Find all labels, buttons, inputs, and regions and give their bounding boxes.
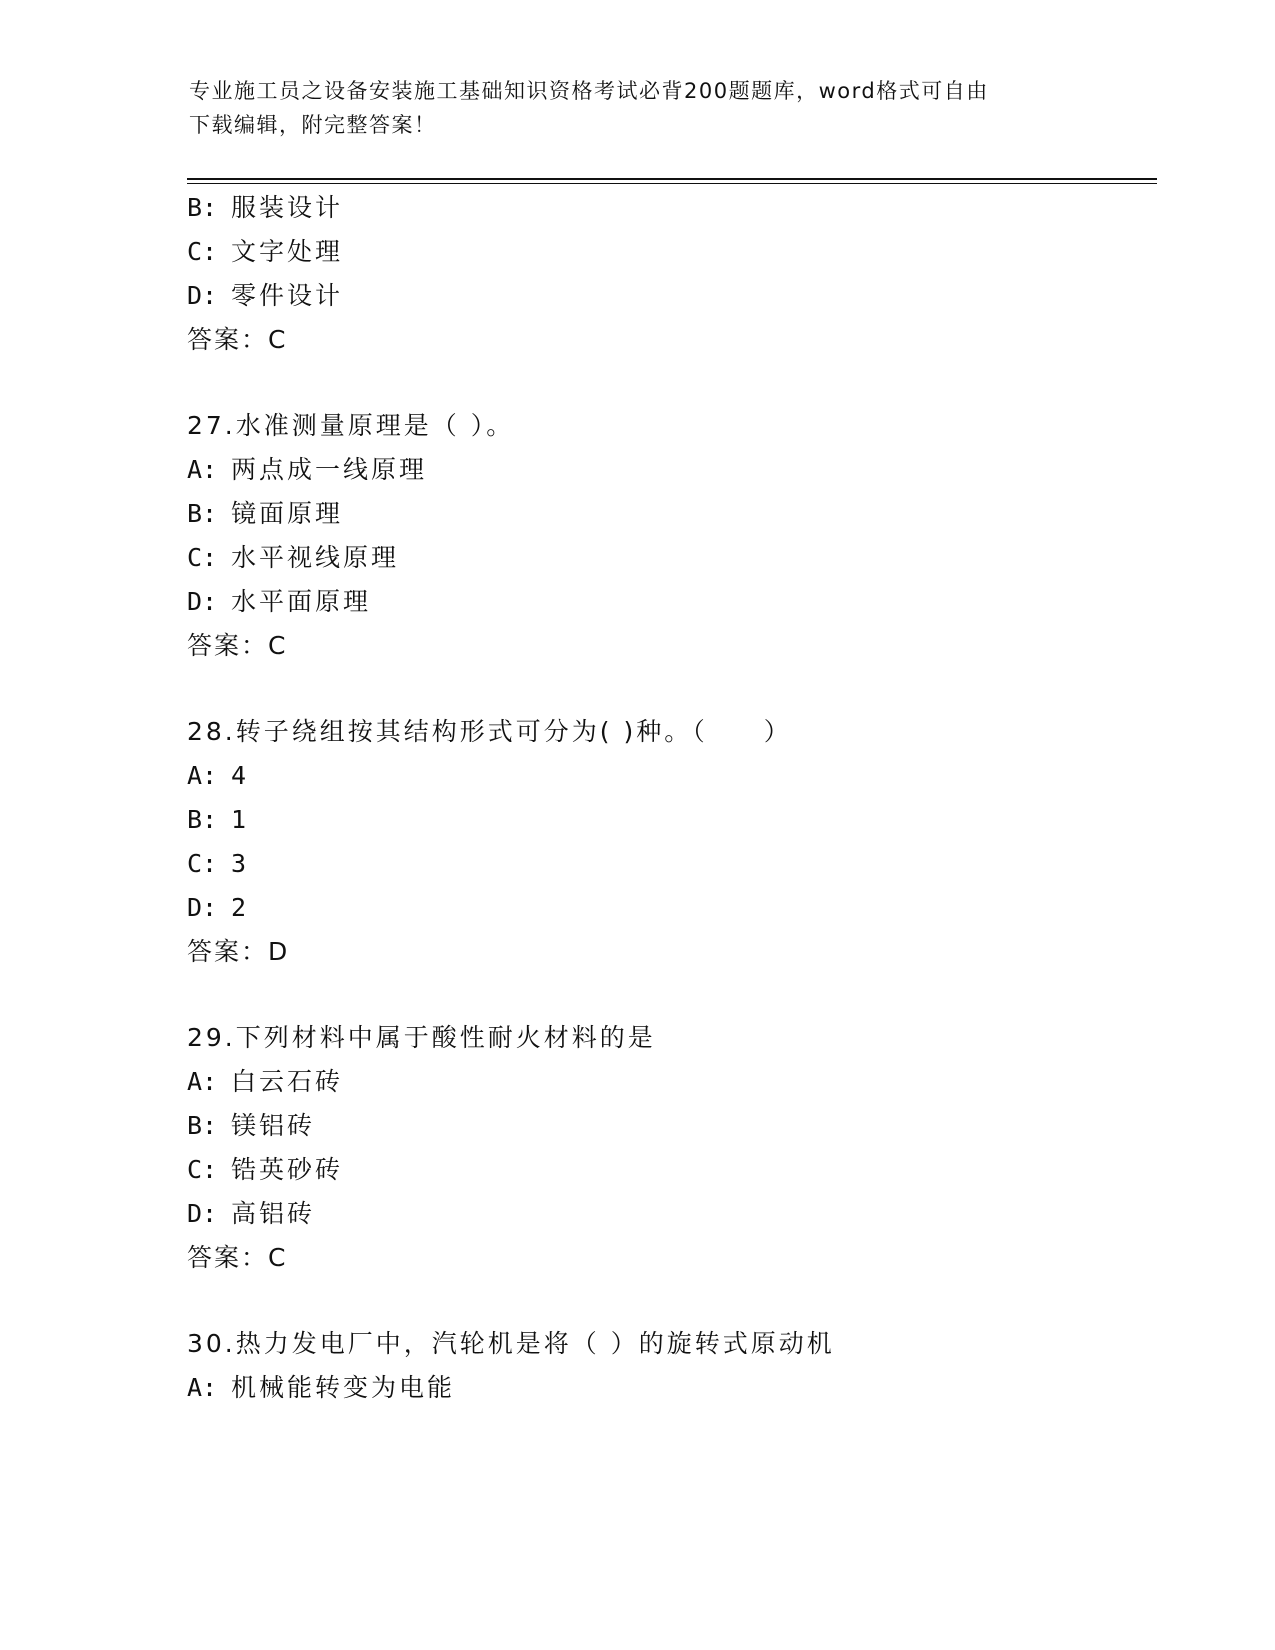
option-label: D: bbox=[187, 587, 218, 616]
document-header bbox=[189, 74, 1069, 142]
option-text: 水平面原理 bbox=[231, 587, 372, 616]
option-text: 文字处理 bbox=[231, 237, 344, 266]
option-label: C: bbox=[187, 849, 218, 878]
option-label: C: bbox=[187, 1155, 218, 1184]
q29-option-d bbox=[187, 1198, 315, 1230]
option-label: D: bbox=[187, 1199, 218, 1228]
option-label: A: bbox=[187, 455, 218, 484]
q28-option-d bbox=[187, 892, 249, 924]
option-label: B: bbox=[187, 193, 218, 222]
q29-option-c bbox=[187, 1154, 343, 1186]
option-text: 锆英砂砖 bbox=[231, 1155, 344, 1184]
q27-question: 27.水准测量原理是（ ）。 bbox=[187, 411, 515, 440]
option-text: 1 bbox=[231, 805, 250, 834]
q26-option-c bbox=[187, 236, 343, 268]
option-label: B: bbox=[187, 499, 218, 528]
option-text: 服装设计 bbox=[231, 193, 344, 222]
option-text: 镁铝砖 bbox=[231, 1111, 316, 1140]
q29-option-a bbox=[187, 1066, 343, 1098]
option-text: 高铝砖 bbox=[231, 1199, 316, 1228]
header-divider-thin bbox=[187, 183, 1157, 184]
option-text: 4 bbox=[231, 761, 250, 790]
option-label: C: bbox=[187, 237, 218, 266]
q28-question: 28.转子绕组按其结构形式可分为( )种。（ ） bbox=[187, 717, 792, 746]
option-text: 水平视线原理 bbox=[231, 543, 400, 572]
option-label: A: bbox=[187, 1373, 218, 1402]
option-text: 3 bbox=[231, 849, 250, 878]
q29-option-b bbox=[187, 1110, 315, 1142]
q28-answer: 答案：D bbox=[187, 937, 290, 966]
option-label: B: bbox=[187, 1111, 218, 1140]
q26-option-b bbox=[187, 192, 343, 224]
option-label: B: bbox=[187, 805, 218, 834]
q27-option-d bbox=[187, 586, 371, 618]
option-text: 机械能转变为电能 bbox=[231, 1373, 456, 1402]
q26-answer: 答案：C bbox=[187, 325, 288, 354]
option-text: 白云石砖 bbox=[231, 1067, 344, 1096]
option-text: 镜面原理 bbox=[231, 499, 344, 528]
option-label: A: bbox=[187, 761, 218, 790]
header-line-2: 下载编辑，附完整答案！ bbox=[189, 113, 437, 137]
q26-option-d bbox=[187, 280, 343, 312]
q28-option-a bbox=[187, 760, 249, 792]
q29-question: 29.下列材料中属于酸性耐火材料的是 bbox=[187, 1023, 656, 1052]
header-divider-thick bbox=[187, 178, 1157, 180]
q30-question: 30.热力发电厂中，汽轮机是将（ ）的旋转式原动机 bbox=[187, 1329, 835, 1358]
option-label: D: bbox=[187, 281, 218, 310]
option-label: C: bbox=[187, 543, 218, 572]
option-label: A: bbox=[187, 1067, 218, 1096]
q27-option-a bbox=[187, 454, 427, 486]
q30-option-a bbox=[187, 1372, 455, 1404]
option-text: 2 bbox=[231, 893, 250, 922]
q28-option-c bbox=[187, 848, 249, 880]
header-line-1: 专业施工员之设备安装施工基础知识资格考试必背200题题库，word格式可自由 bbox=[189, 79, 989, 103]
q28-option-b bbox=[187, 804, 249, 836]
q27-answer: 答案：C bbox=[187, 631, 288, 660]
q27-option-c bbox=[187, 542, 399, 574]
q29-answer: 答案：C bbox=[187, 1243, 288, 1272]
q27-option-b bbox=[187, 498, 343, 530]
option-text: 两点成一线原理 bbox=[231, 455, 428, 484]
option-text: 零件设计 bbox=[231, 281, 344, 310]
option-label: D: bbox=[187, 893, 218, 922]
